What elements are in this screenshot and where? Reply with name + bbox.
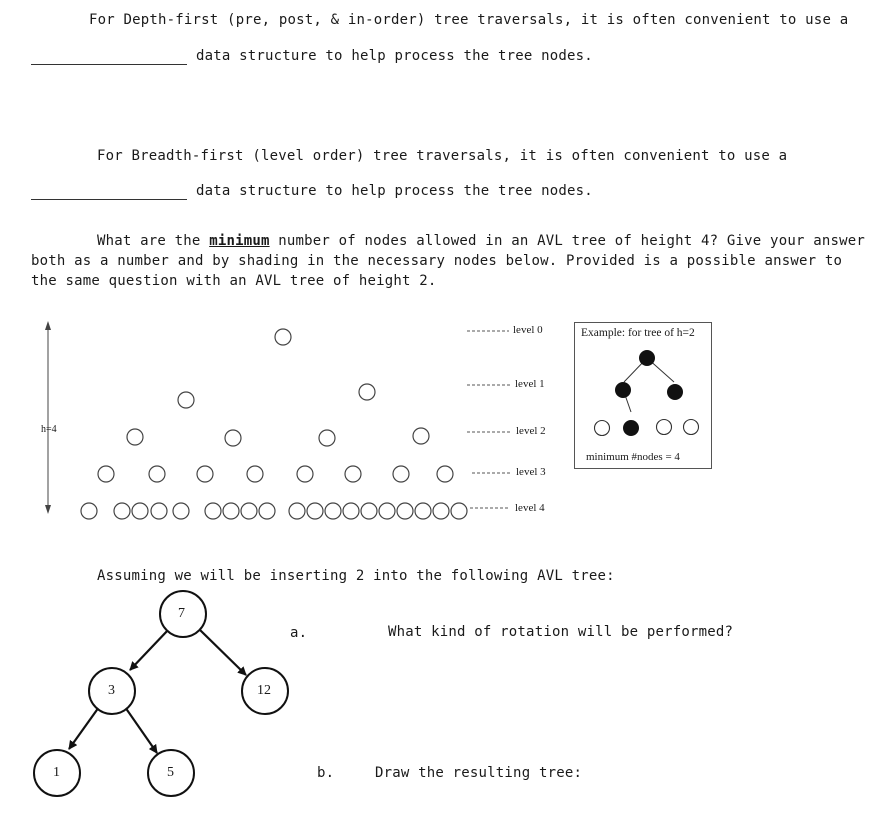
height-label: h=4: [41, 424, 57, 435]
grid-node[interactable]: [98, 466, 114, 482]
grid-node[interactable]: [325, 503, 341, 519]
grid-node[interactable]: [379, 503, 395, 519]
avl-node-5-label: 5: [167, 765, 174, 780]
grid-node[interactable]: [297, 466, 313, 482]
example-node-empty: [684, 420, 699, 435]
avl-min-question-line2: both as a number and by shading in the necessary nodes below. Provided is a possible answer to: [31, 253, 843, 269]
grid-node[interactable]: [173, 503, 189, 519]
example-node-empty: [595, 421, 610, 436]
grid-node[interactable]: [247, 466, 263, 482]
example-node-filled: [667, 384, 683, 400]
depth-first-question-line1: For Depth-first (pre, post, & in-order) tree traversals, it is often convenient to use a: [89, 12, 849, 28]
avl-node-1-label: 1: [53, 765, 60, 780]
grid-node[interactable]: [132, 503, 148, 519]
edge-3-1: [69, 707, 99, 749]
grid-node[interactable]: [413, 428, 429, 444]
grid-node[interactable]: [345, 466, 361, 482]
depth-first-question-line2: data structure to help process the tree nodes.: [196, 48, 593, 64]
avl-node-12-label: 12: [257, 683, 271, 698]
edge-7-3: [130, 629, 169, 670]
example-node-filled: [639, 350, 655, 366]
level-2-label: level 2: [516, 425, 546, 437]
avl-min-text-before: What are the: [97, 233, 210, 249]
avl-node-7-label: 7: [178, 606, 185, 621]
example-node-empty: [657, 420, 672, 435]
level-3-label: level 3: [516, 466, 546, 478]
grid-node[interactable]: [359, 384, 375, 400]
grid-node[interactable]: [307, 503, 323, 519]
grid-node[interactable]: [361, 503, 377, 519]
example-node-filled: [615, 382, 631, 398]
part-a-question: What kind of rotation will be performed?: [388, 624, 734, 640]
grid-node[interactable]: [415, 503, 431, 519]
grid-node[interactable]: [127, 429, 143, 445]
grid-node[interactable]: [319, 430, 335, 446]
grid-node[interactable]: [397, 503, 413, 519]
example-title: Example: for tree of h=2: [581, 327, 695, 339]
grid-node[interactable]: [223, 503, 239, 519]
breadth-first-question-line1: For Breadth-first (level order) tree traversals, it is often convenient to use a: [97, 148, 788, 164]
grid-node[interactable]: [343, 503, 359, 519]
part-b-question: Draw the resulting tree:: [375, 765, 583, 781]
grid-node[interactable]: [289, 503, 305, 519]
example-node-filled: [623, 420, 639, 436]
grid-node[interactable]: [81, 503, 97, 519]
part-b-label: b.: [317, 765, 335, 781]
grid-node[interactable]: [451, 503, 467, 519]
level-4-label: level 4: [515, 502, 545, 514]
level-1-label: level 1: [515, 378, 545, 390]
grid-node[interactable]: [149, 466, 165, 482]
breadth-first-question-line2: data structure to help process the tree nodes.: [196, 183, 593, 199]
avl-min-emphasis: minimum: [209, 233, 270, 249]
insert-prompt: Assuming we will be inserting 2 into the following AVL tree:: [97, 568, 615, 584]
avl-tree: [0, 590, 330, 814]
grid-node[interactable]: [114, 503, 130, 519]
grid-node[interactable]: [197, 466, 213, 482]
grid-node[interactable]: [241, 503, 257, 519]
example-caption: minimum #nodes = 4: [586, 451, 680, 463]
level-0-label: level 0: [513, 324, 543, 336]
grid-node[interactable]: [205, 503, 221, 519]
grid-node[interactable]: [437, 466, 453, 482]
avl-min-text-after: number of nodes allowed in an AVL tree of height 4? Give your answer: [269, 233, 865, 249]
grid-node[interactable]: [151, 503, 167, 519]
grid-node[interactable]: [433, 503, 449, 519]
example-tree: [574, 322, 712, 469]
grid-node[interactable]: [275, 329, 291, 345]
edge-7-12: [199, 629, 246, 675]
grid-node[interactable]: [393, 466, 409, 482]
grid-node[interactable]: [259, 503, 275, 519]
part-a-label: a.: [290, 625, 308, 641]
grid-node[interactable]: [178, 392, 194, 408]
avl-min-question-line3: the same question with an AVL tree of height 2.: [31, 273, 437, 289]
grid-node[interactable]: [225, 430, 241, 446]
edge-3-5: [125, 707, 157, 753]
avl-node-3-label: 3: [108, 683, 115, 698]
